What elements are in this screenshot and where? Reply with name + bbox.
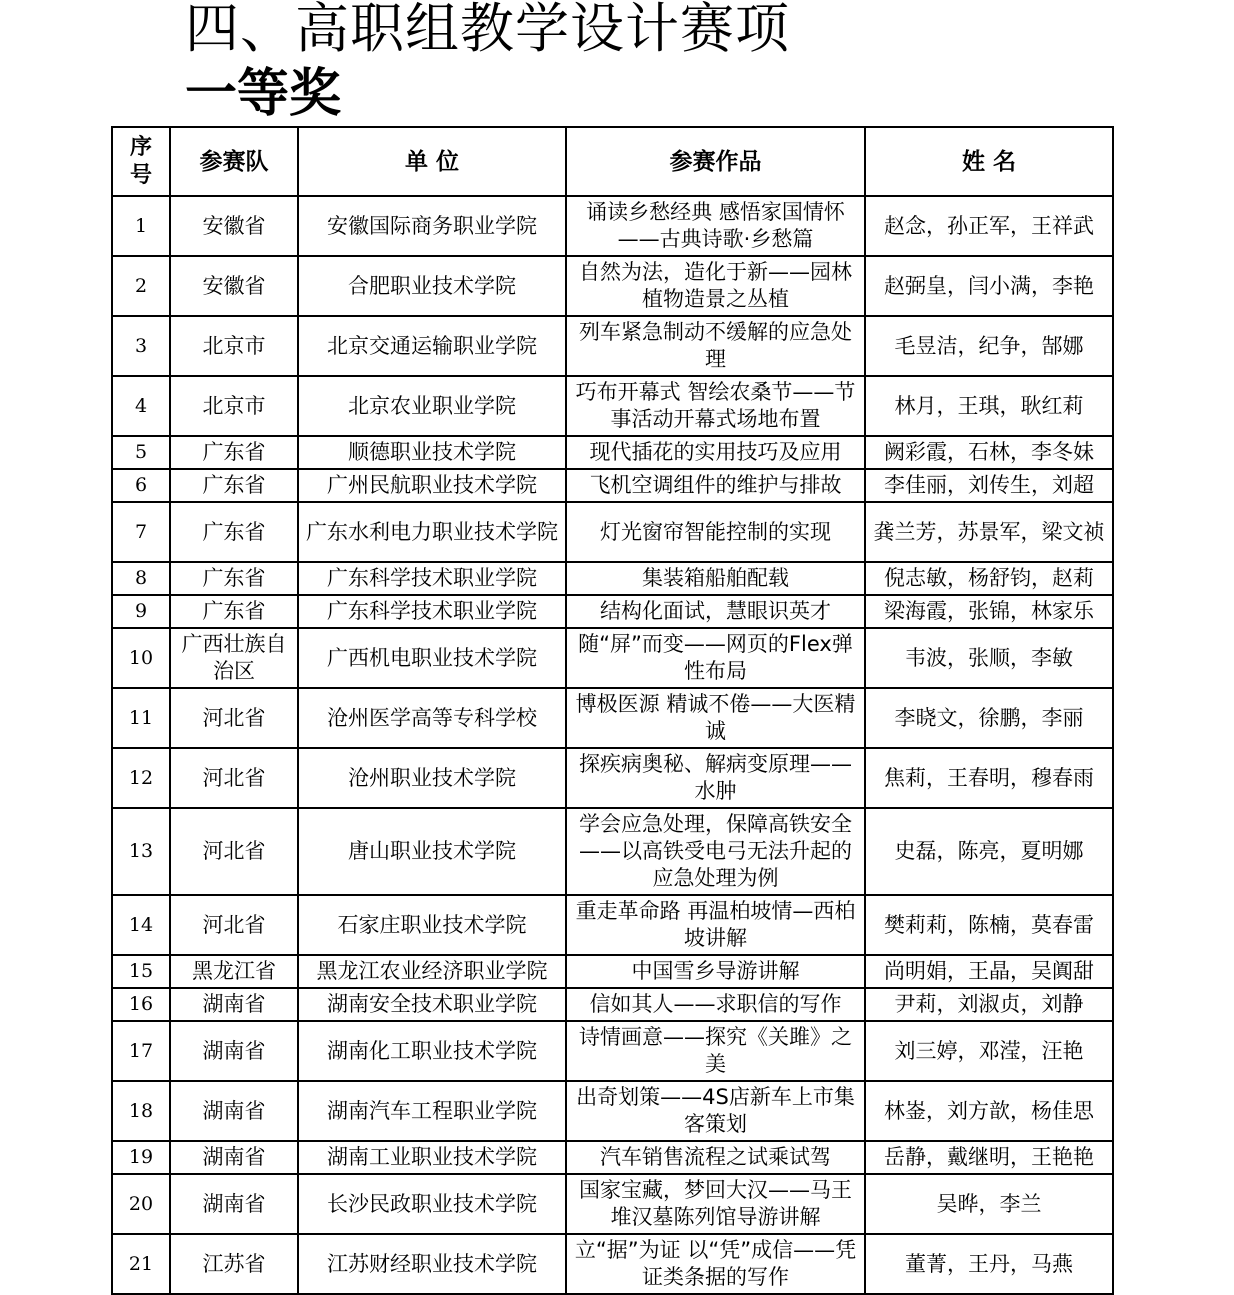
table-row <box>112 562 1113 595</box>
serial-number-cell: 5 <box>112 436 170 469</box>
team-cell: 河北省 <box>170 688 298 748</box>
serial-number-cell: 19 <box>112 1141 170 1174</box>
work-cell: 随“屏”而变——网页的Flex弹性布局 <box>566 628 865 688</box>
unit-cell: 广西机电职业技术学院 <box>298 628 566 688</box>
serial-number-cell: 18 <box>112 1081 170 1141</box>
header-team: 参赛队 <box>170 127 298 196</box>
work-cell: 信如其人——求职信的写作 <box>566 988 865 1021</box>
names-cell: 阙彩霞，石林，李冬妹 <box>865 436 1113 469</box>
table-header-row <box>112 127 1113 196</box>
table-row <box>112 628 1113 688</box>
unit-cell: 黑龙江农业经济职业学院 <box>298 955 566 988</box>
serial-number-cell: 9 <box>112 595 170 628</box>
serial-number-cell: 21 <box>112 1234 170 1294</box>
team-cell: 湖南省 <box>170 1174 298 1234</box>
team-cell: 广东省 <box>170 562 298 595</box>
names-cell: 尹莉，刘淑贞，刘静 <box>865 988 1113 1021</box>
serial-number-cell: 13 <box>112 808 170 895</box>
unit-cell: 广东水利电力职业技术学院 <box>298 502 566 562</box>
work-cell: 国家宝藏，梦回大汉——马王堆汉墓陈列馆导游讲解 <box>566 1174 865 1234</box>
table-row <box>112 1021 1113 1081</box>
unit-cell: 北京农业职业学院 <box>298 376 566 436</box>
table-row <box>112 502 1113 562</box>
work-cell: 集装箱船舶配载 <box>566 562 865 595</box>
table-row <box>112 256 1113 316</box>
serial-number-cell: 14 <box>112 895 170 955</box>
serial-number-cell: 8 <box>112 562 170 595</box>
unit-cell: 江苏财经职业技术学院 <box>298 1234 566 1294</box>
serial-number-cell: 11 <box>112 688 170 748</box>
work-cell: 探疾病奥秘、解病变原理——水肿 <box>566 748 865 808</box>
team-cell: 江苏省 <box>170 1234 298 1294</box>
work-cell: 博极医源 精诚不倦——大医精诚 <box>566 688 865 748</box>
table-row <box>112 1174 1113 1234</box>
unit-cell: 北京交通运输职业学院 <box>298 316 566 376</box>
team-cell: 湖南省 <box>170 1021 298 1081</box>
serial-number-cell: 10 <box>112 628 170 688</box>
table-row <box>112 688 1113 748</box>
header-serial-number: 序号 <box>112 127 170 196</box>
names-cell: 尚明娟，王晶，吴阗甜 <box>865 955 1113 988</box>
work-cell: 自然为法，造化于新——园林植物造景之丛植 <box>566 256 865 316</box>
unit-cell: 长沙民政职业技术学院 <box>298 1174 566 1234</box>
header-unit: 单 位 <box>298 127 566 196</box>
work-cell: 诵读乡愁经典 感悟家国情怀——古典诗歌·乡愁篇 <box>566 196 865 256</box>
table-row <box>112 988 1113 1021</box>
table-row <box>112 196 1113 256</box>
team-cell: 安徽省 <box>170 196 298 256</box>
header-work: 参赛作品 <box>566 127 865 196</box>
header-names: 姓 名 <box>865 127 1113 196</box>
team-cell: 河北省 <box>170 808 298 895</box>
names-cell: 赵念，孙正军，王祥武 <box>865 196 1113 256</box>
team-cell: 广西壮族自治区 <box>170 628 298 688</box>
team-cell: 广东省 <box>170 502 298 562</box>
work-cell: 灯光窗帘智能控制的实现 <box>566 502 865 562</box>
serial-number-cell: 2 <box>112 256 170 316</box>
work-cell: 飞机空调组件的维护与排故 <box>566 469 865 502</box>
unit-cell: 湖南化工职业技术学院 <box>298 1021 566 1081</box>
award-table <box>111 126 1114 1295</box>
names-cell: 林崟，刘方歆，杨佳思 <box>865 1081 1113 1141</box>
award-level-title: 一等奖 <box>185 64 342 124</box>
team-cell: 广东省 <box>170 595 298 628</box>
work-cell: 结构化面试，慧眼识英才 <box>566 595 865 628</box>
serial-number-cell: 1 <box>112 196 170 256</box>
names-cell: 吴晔，李兰 <box>865 1174 1113 1234</box>
table-row <box>112 808 1113 895</box>
table-row <box>112 595 1113 628</box>
names-cell: 林月，王琪，耿红莉 <box>865 376 1113 436</box>
table-row <box>112 469 1113 502</box>
unit-cell: 湖南安全技术职业学院 <box>298 988 566 1021</box>
work-cell: 中国雪乡导游讲解 <box>566 955 865 988</box>
serial-number-cell: 3 <box>112 316 170 376</box>
names-cell: 韦波，张顺，李敏 <box>865 628 1113 688</box>
unit-cell: 唐山职业技术学院 <box>298 808 566 895</box>
team-cell: 河北省 <box>170 748 298 808</box>
team-cell: 北京市 <box>170 376 298 436</box>
unit-cell: 沧州医学高等专科学校 <box>298 688 566 748</box>
names-cell: 焦莉，王春明，穆春雨 <box>865 748 1113 808</box>
names-cell: 董菁，王丹，马燕 <box>865 1234 1113 1294</box>
unit-cell: 安徽国际商务职业学院 <box>298 196 566 256</box>
team-cell: 湖南省 <box>170 1081 298 1141</box>
serial-number-cell: 20 <box>112 1174 170 1234</box>
unit-cell: 广东科学技术职业学院 <box>298 562 566 595</box>
unit-cell: 石家庄职业技术学院 <box>298 895 566 955</box>
serial-number-cell: 17 <box>112 1021 170 1081</box>
work-cell: 立“据”为证 以“凭”成信——凭证类条据的写作 <box>566 1234 865 1294</box>
names-cell: 毛昱洁，纪争，郜娜 <box>865 316 1113 376</box>
serial-number-cell: 7 <box>112 502 170 562</box>
table-row <box>112 895 1113 955</box>
unit-cell: 广东科学技术职业学院 <box>298 595 566 628</box>
team-cell: 河北省 <box>170 895 298 955</box>
table-row <box>112 1234 1113 1294</box>
team-cell: 北京市 <box>170 316 298 376</box>
unit-cell: 湖南工业职业技术学院 <box>298 1141 566 1174</box>
work-cell: 出奇划策——4S店新车上市集客策划 <box>566 1081 865 1141</box>
team-cell: 广东省 <box>170 469 298 502</box>
names-cell: 李晓文，徐鹏，李丽 <box>865 688 1113 748</box>
names-cell: 倪志敏，杨舒钧，赵莉 <box>865 562 1113 595</box>
work-cell: 巧布开幕式 智绘农桑节——节事活动开幕式场地布置 <box>566 376 865 436</box>
team-cell: 黑龙江省 <box>170 955 298 988</box>
table-row <box>112 955 1113 988</box>
serial-number-cell: 12 <box>112 748 170 808</box>
work-cell: 列车紧急制动不缓解的应急处理 <box>566 316 865 376</box>
names-cell: 史磊，陈亮，夏明娜 <box>865 808 1113 895</box>
unit-cell: 湖南汽车工程职业学院 <box>298 1081 566 1141</box>
table-row <box>112 376 1113 436</box>
table-row <box>112 748 1113 808</box>
section-title: 四、高职组教学设计赛项 <box>185 0 790 60</box>
table-row <box>112 316 1113 376</box>
names-cell: 梁海霞，张锦，林家乐 <box>865 595 1113 628</box>
team-cell: 安徽省 <box>170 256 298 316</box>
serial-number-cell: 4 <box>112 376 170 436</box>
team-cell: 广东省 <box>170 436 298 469</box>
names-cell: 赵弼皇，闫小满，李艳 <box>865 256 1113 316</box>
names-cell: 龚兰芳，苏景军，梁文祯 <box>865 502 1113 562</box>
work-cell: 学会应急处理，保障高铁安全——以高铁受电弓无法升起的应急处理为例 <box>566 808 865 895</box>
work-cell: 汽车销售流程之试乘试驾 <box>566 1141 865 1174</box>
table-row <box>112 436 1113 469</box>
serial-number-cell: 6 <box>112 469 170 502</box>
team-cell: 湖南省 <box>170 1141 298 1174</box>
table-row <box>112 1081 1113 1141</box>
unit-cell: 沧州职业技术学院 <box>298 748 566 808</box>
names-cell: 刘三婷，邓滢，汪艳 <box>865 1021 1113 1081</box>
work-cell: 现代插花的实用技巧及应用 <box>566 436 865 469</box>
names-cell: 李佳丽，刘传生，刘超 <box>865 469 1113 502</box>
unit-cell: 广州民航职业技术学院 <box>298 469 566 502</box>
work-cell: 诗情画意——探究《关雎》之美 <box>566 1021 865 1081</box>
serial-number-cell: 15 <box>112 955 170 988</box>
table-row <box>112 1141 1113 1174</box>
work-cell: 重走革命路 再温柏坡情—西柏坡讲解 <box>566 895 865 955</box>
table-body <box>112 196 1113 1294</box>
names-cell: 樊莉莉，陈楠，莫春雷 <box>865 895 1113 955</box>
unit-cell: 合肥职业技术学院 <box>298 256 566 316</box>
names-cell: 岳静，戴继明，王艳艳 <box>865 1141 1113 1174</box>
serial-number-cell: 16 <box>112 988 170 1021</box>
team-cell: 湖南省 <box>170 988 298 1021</box>
unit-cell: 顺德职业技术学院 <box>298 436 566 469</box>
